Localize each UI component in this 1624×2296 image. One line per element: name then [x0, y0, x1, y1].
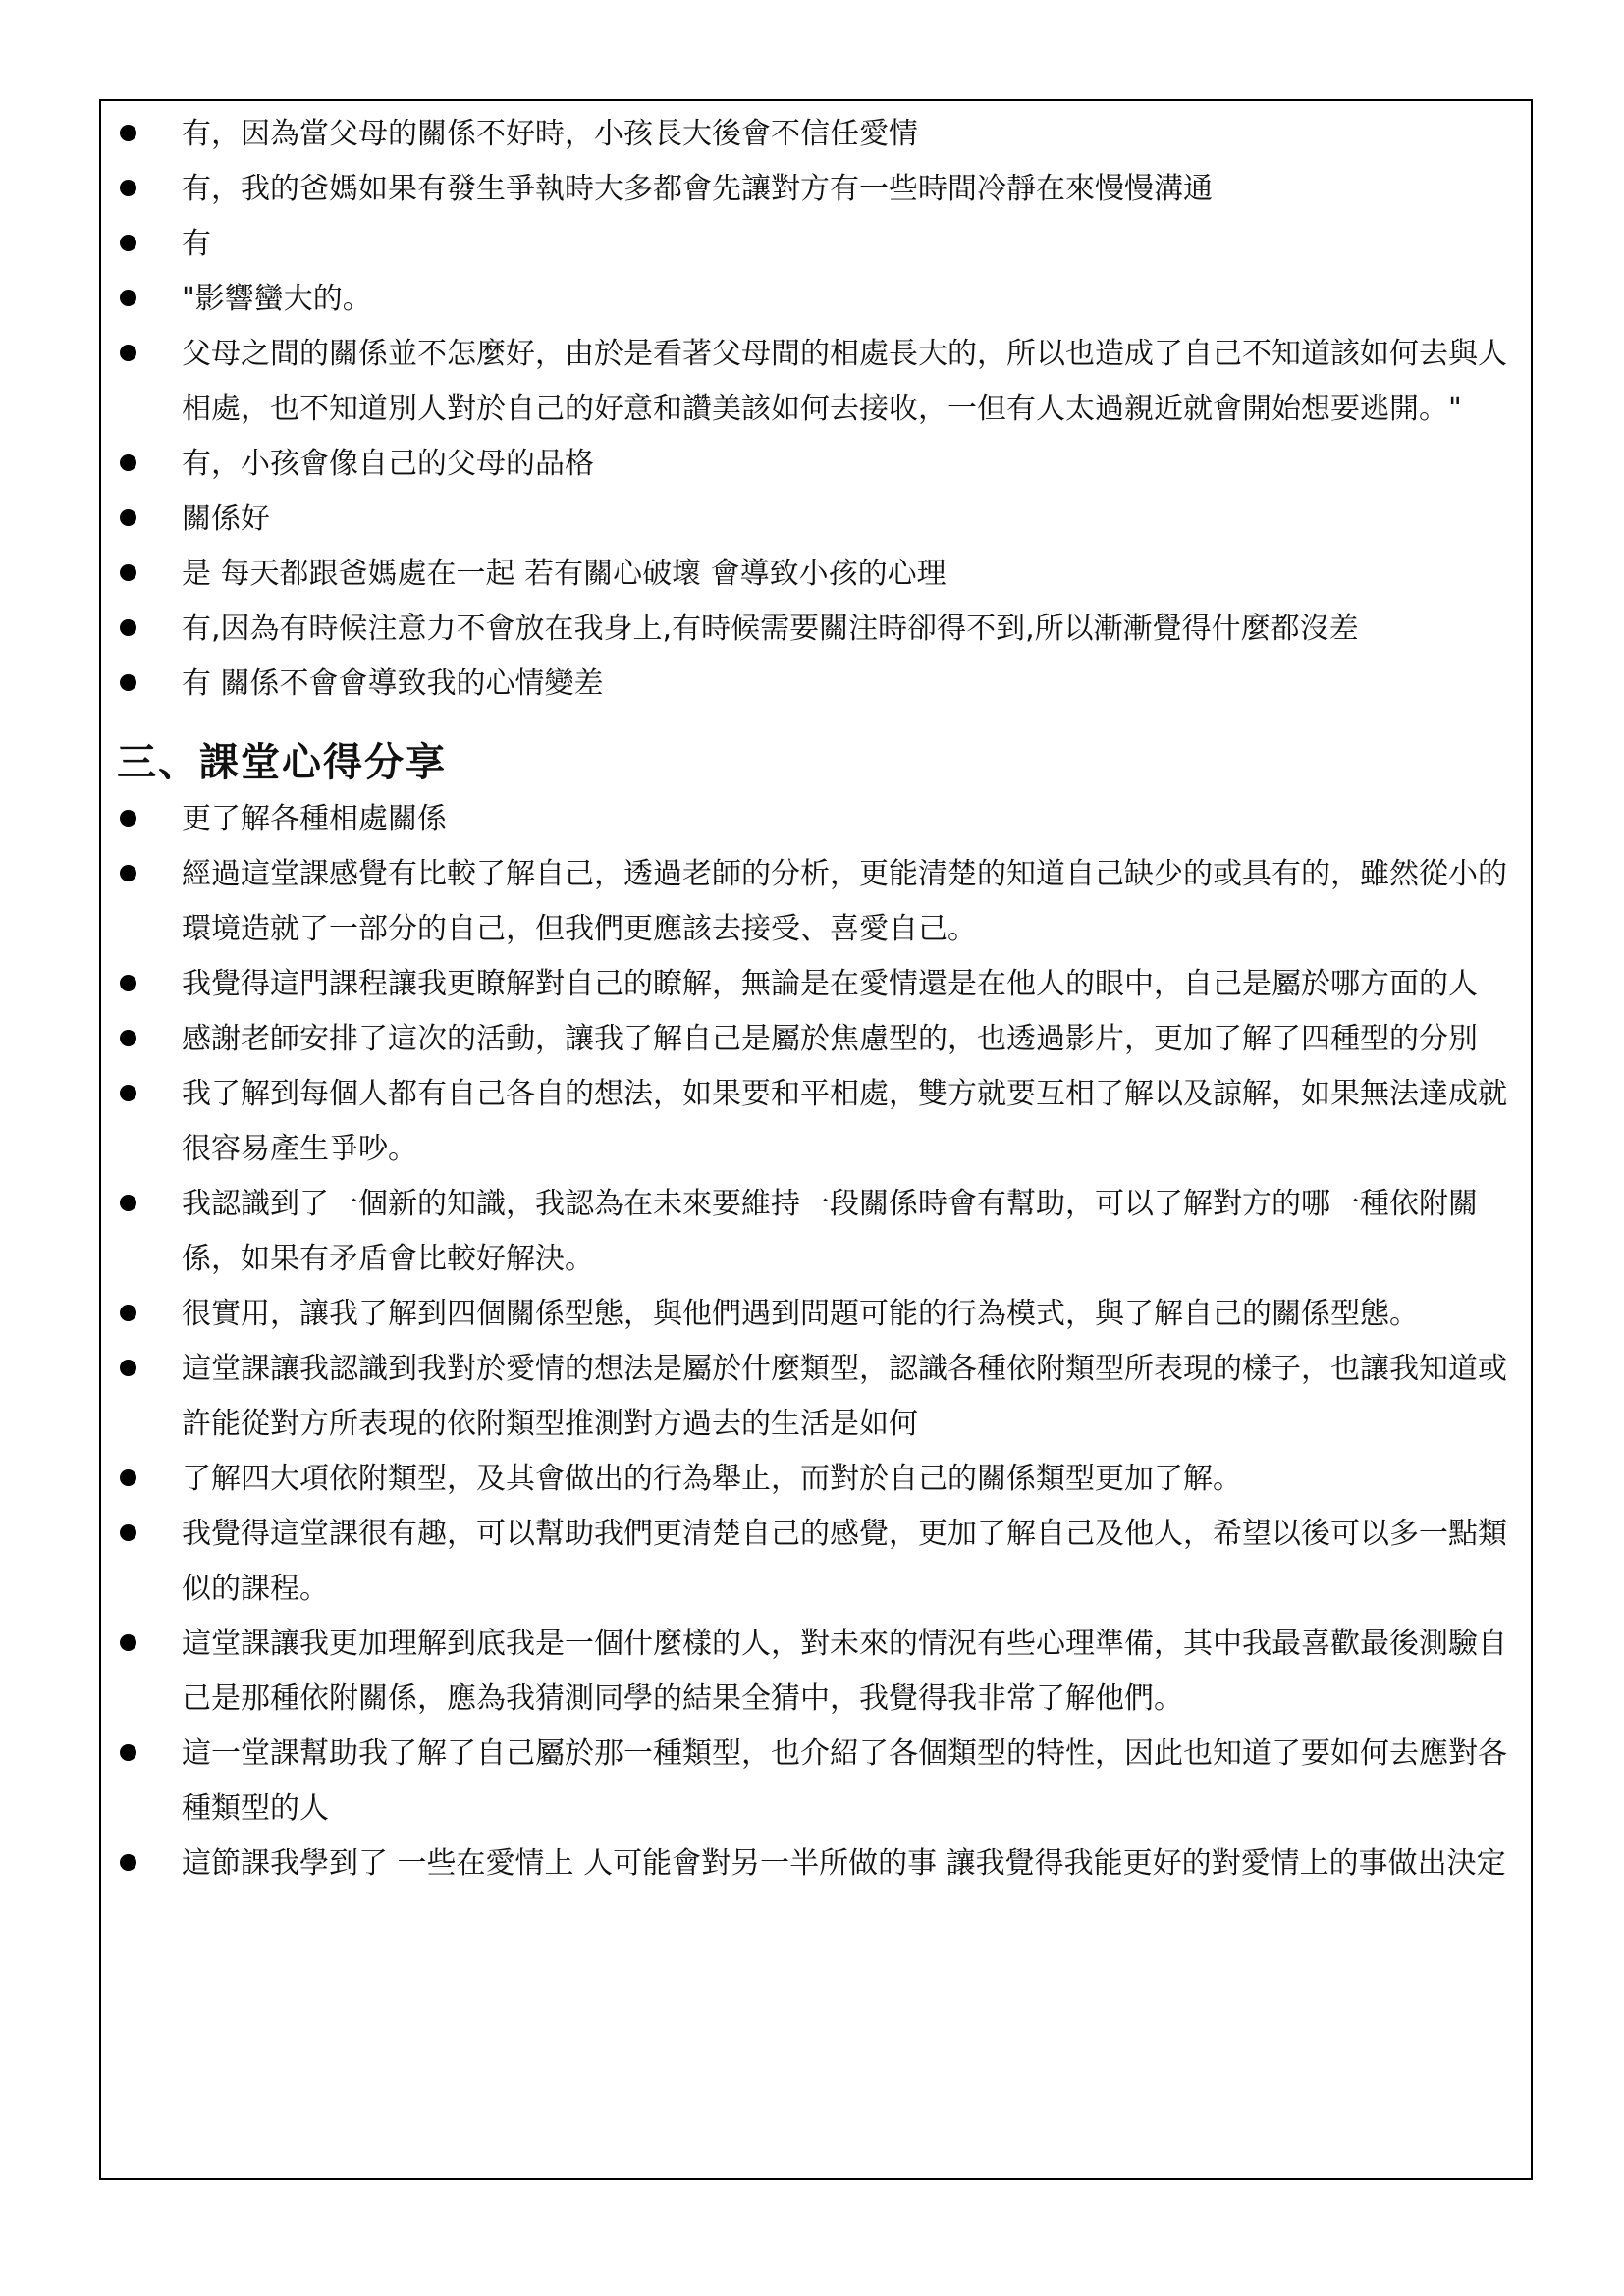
reflection-text: 我覺得這堂課很有趣，可以幫助我們更清楚自己的感覺，更加了解自己及他人，希望以後可以多一點類似的課程。 — [182, 1517, 1507, 1606]
list-item — [101, 792, 1531, 847]
list-item — [101, 957, 1531, 1012]
bullet-icon — [120, 674, 136, 691]
response-text: 有,因為有時候注意力不會放在我身上,有時候需要關注時卻得不到,所以漸漸覺得什麼都沒差 — [182, 612, 1359, 646]
reflection-text: 我了解到每個人都有自己各自的想法，如果要和平相處，雙方就要互相了解以及諒解，如果無法達成就很容易產生爭吵。 — [182, 1077, 1507, 1166]
list-item — [101, 1617, 1531, 1727]
list-item — [101, 1342, 1531, 1452]
reflection-text: 了解四大項依附類型，及其會做出的行為舉止，而對於自己的關係類型更加了解。 — [182, 1462, 1242, 1496]
bullet-icon — [120, 865, 136, 881]
response-text: 有 — [182, 227, 211, 261]
reflection-text: 經過這堂課感覺有比較了解自己，透過老師的分析，更能清楚的知道自己缺少的或具有的，雖然從小的環境造就了一部分的自己，但我們更應該去接受、喜愛自己。 — [182, 857, 1507, 946]
list-item — [101, 547, 1531, 602]
list-item — [101, 847, 1531, 957]
bullet-icon — [120, 1195, 136, 1211]
bullet-icon — [120, 975, 136, 991]
list-item — [101, 1837, 1531, 1892]
list-item — [101, 327, 1531, 437]
reflection-text: 我認識到了一個新的知識，我認為在未來要維持一段關係時會有幫助，可以了解對方的哪一種依附關係，如果有矛盾會比較好解決。 — [182, 1187, 1478, 1276]
list-item — [101, 1507, 1531, 1617]
bullet-icon — [120, 619, 136, 636]
section2-response-list — [101, 107, 1531, 712]
bullet-icon — [120, 564, 136, 581]
list-item — [101, 1012, 1531, 1067]
list-item — [101, 1727, 1531, 1837]
response-text: 是 每天都跟爸媽處在一起 若有關心破壞 會導致小孩的心理 — [182, 557, 947, 591]
bullet-icon — [120, 1634, 136, 1651]
bullet-icon — [120, 235, 136, 251]
list-item — [101, 1067, 1531, 1177]
list-item — [101, 1287, 1531, 1342]
bullet-icon — [120, 290, 136, 306]
reflection-text: 感謝老師安排了這次的活動，讓我了解自己是屬於焦慮型的，也透過影片，更加了解了四種型的分別 — [182, 1022, 1478, 1056]
list-item — [101, 217, 1531, 272]
bullet-icon — [120, 125, 136, 141]
response-text: 有，小孩會像自己的父母的品格 — [182, 447, 594, 481]
list-item — [101, 1452, 1531, 1507]
list-item — [101, 162, 1531, 217]
section-heading: 三、課堂心得分享 — [117, 740, 447, 785]
bullet-icon — [120, 454, 136, 471]
reflection-text: 很實用，讓我了解到四個關係型態，與他們遇到問題可能的行為模式，與了解自己的關係型態。 — [182, 1297, 1419, 1331]
response-text: 有 關係不會會導致我的心情變差 — [182, 667, 604, 701]
list-item — [101, 492, 1531, 547]
bullet-icon — [120, 1744, 136, 1761]
bullet-icon — [120, 1085, 136, 1101]
bullet-icon — [120, 345, 136, 361]
response-text: "影響蠻大的。 — [182, 282, 372, 316]
response-text: 關係好 — [182, 502, 270, 536]
response-text: 有，我的爸媽如果有發生爭執時大多都會先讓對方有一些時間冷靜在來慢慢溝通 — [182, 172, 1213, 206]
reflection-text: 這堂課讓我更加理解到底我是一個什麼樣的人，對未來的情況有些心理準備，其中我最喜歡最後測驗自己是那種依附關係，應為我猜測同學的結果全猜中，我覺得我非常了解他們。 — [182, 1627, 1507, 1716]
bullet-icon — [120, 1030, 136, 1046]
list-item — [101, 1177, 1531, 1287]
reflection-text: 更了解各種相處關係 — [182, 802, 447, 836]
list-item — [101, 272, 1531, 327]
section3-reflection-list — [101, 792, 1531, 1892]
bullet-icon — [120, 810, 136, 827]
response-text: 有，因為當父母的關係不好時，小孩長大後會不信任愛情 — [182, 117, 918, 151]
reflection-text: 這一堂課幫助我了解了自己屬於那一種類型，也介紹了各個類型的特性，因此也知道了要如何去應對各種類型的人 — [182, 1736, 1507, 1826]
list-item — [101, 107, 1531, 162]
response-text: 父母之間的關係並不怎麼好，由於是看著父母間的相處長大的，所以也造成了自己不知道該如何去與人相處，也不知道別人對於自己的好意和讚美該如何去接收，一但有人太過親近就會開始想要逃開。" — [182, 337, 1507, 426]
reflection-text: 我覺得這門課程讓我更瞭解對自己的瞭解，無論是在愛情還是在他人的眼中，自己是屬於哪方面的人 — [182, 967, 1478, 1001]
reflection-text: 這堂課讓我認識到我對於愛情的想法是屬於什麼類型，認識各種依附類型所表現的樣子，也讓我知道或許能從對方所表現的依附類型推測對方過去的生活是如何 — [182, 1352, 1507, 1441]
bullet-icon — [120, 180, 136, 196]
bullet-icon — [120, 1305, 136, 1321]
list-item — [101, 602, 1531, 657]
bullet-icon — [120, 1854, 136, 1871]
reflection-text: 這節課我學到了 一些在愛情上 人可能會對另一半所做的事 讓我覺得我能更好的對愛情上的事做出決定 — [182, 1846, 1506, 1881]
document-frame — [99, 99, 1533, 2180]
list-item — [101, 437, 1531, 492]
list-item — [101, 657, 1531, 712]
bullet-icon — [120, 1360, 136, 1376]
bullet-icon — [120, 1469, 136, 1486]
bullet-icon — [120, 509, 136, 526]
bullet-icon — [120, 1524, 136, 1541]
